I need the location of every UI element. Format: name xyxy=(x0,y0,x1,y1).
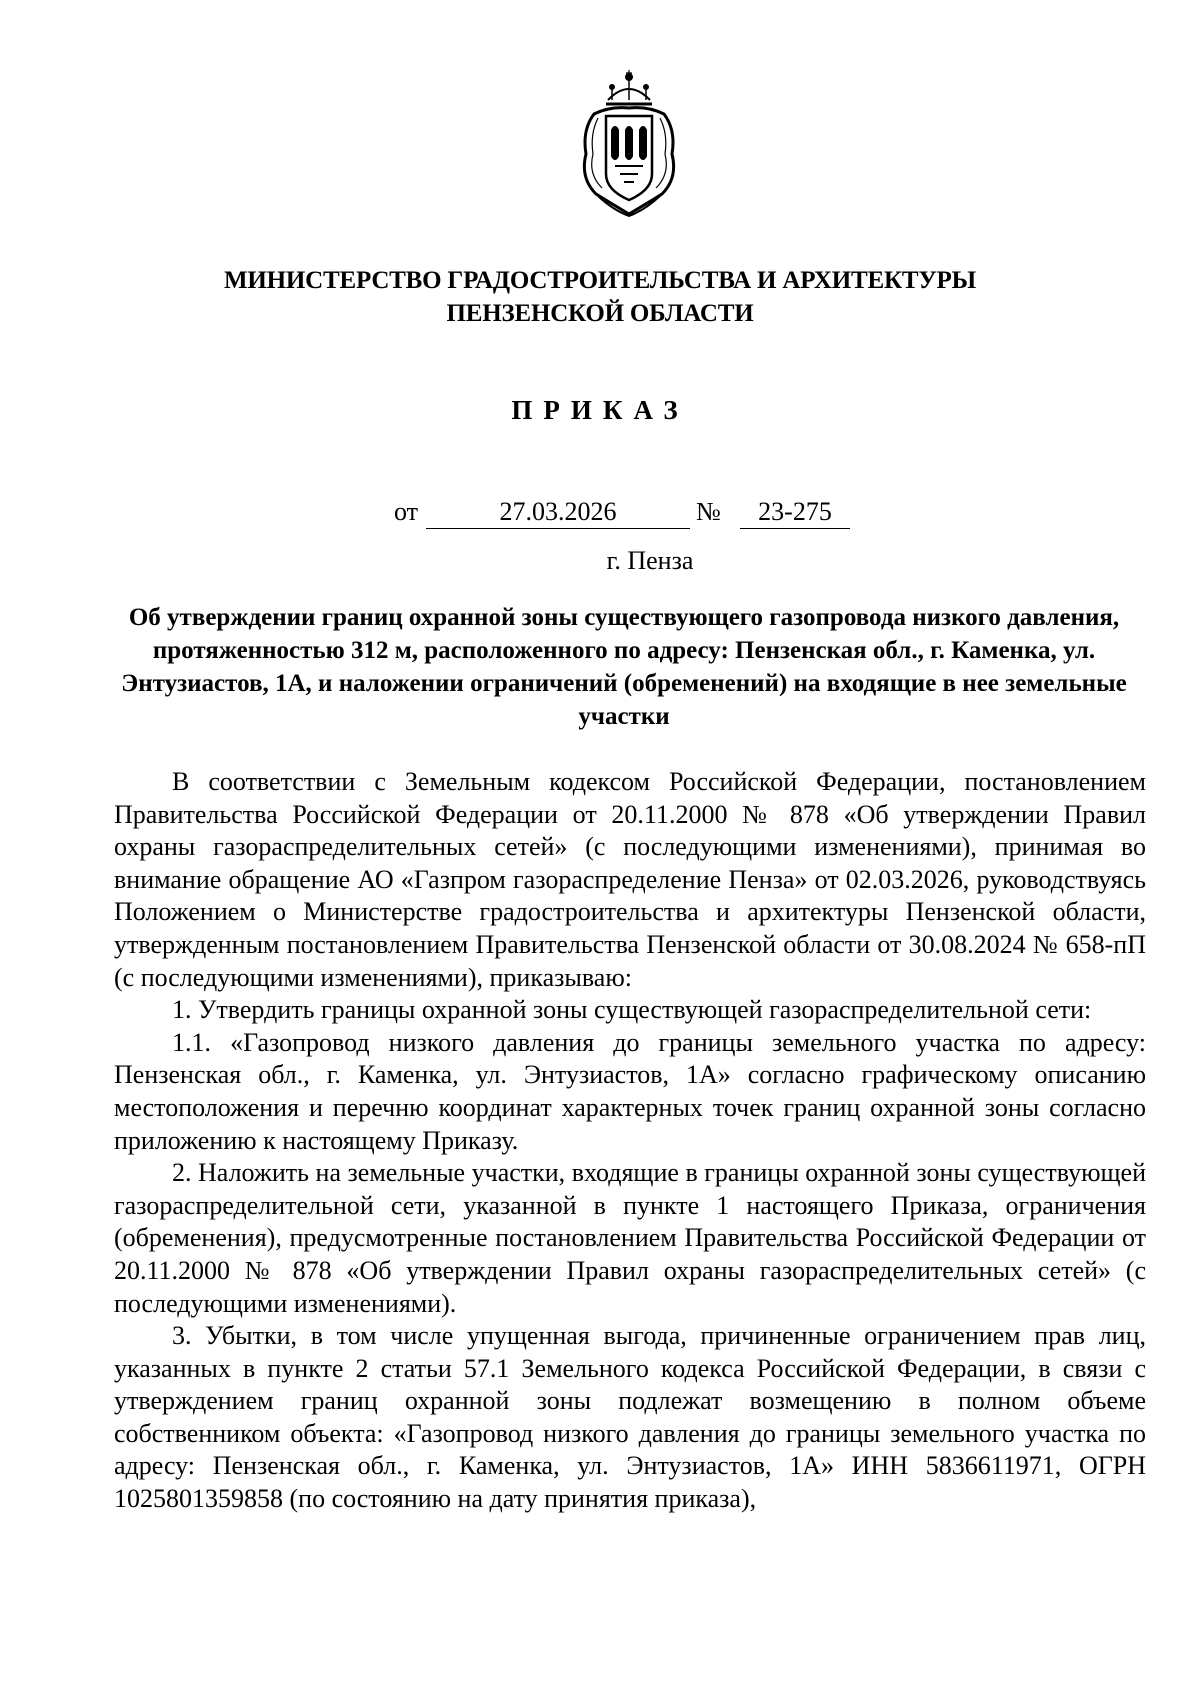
number-prefix: № xyxy=(696,497,721,526)
order-city: г. Пенза xyxy=(606,546,694,575)
order-subject: Об утверждении границ охранной зоны существующего газопровода низкого давления, протяженностью 312 м, расположенного по адресу: Пензенская обл., г. Каменка, ул. Энтузиастов, 1А, и наложении ограничений (обременений) на входящие в нее земельные участки xyxy=(121,604,1127,730)
ministry-name xyxy=(100,264,1100,330)
order-date: 27.03.2026 xyxy=(426,496,690,529)
body-item-1: 1. Утвердить границы охранной зоны существующей газораспределительной сети: xyxy=(172,995,1092,1025)
order-title: ПРИКАЗ xyxy=(511,395,689,425)
body-item-2: 2. Наложить на земельные участки, входящие в границы охранной зоны существующей газораспределительной сети, указанной в пункте 1 настоящего Приказа, ограничения (обременения), предусмотренные постановлением Правительства Российской Федерации от 20.11.2000 № 878 «Об утверждении Правил охраны газораспределительных сетей» (с последующими изменениями). xyxy=(114,1158,1146,1318)
penza-region-coat-of-arms-icon xyxy=(568,70,690,220)
body-item-1-1: 1.1. «Газопровод низкого давления до границы земельного участка по адресу: Пензенская обл., г. Каменка, ул. Энтузиастов, 1А» согласно графическому описанию местоположения и перечню координат характерных точек границ охранной зоны согласно приложению к настоящему Приказу. xyxy=(114,1027,1146,1155)
ministry-name-line-2: ПЕНЗЕНСКОЙ ОБЛАСТИ xyxy=(446,300,754,327)
date-prefix: от xyxy=(394,497,419,526)
order-number: 23-275 xyxy=(740,496,850,529)
body-intro-paragraph: В соответствии с Земельным кодексом Российской Федерации, постановлением Правительства Российской Федерации от 20.11.2000 № 878 «Об утверждении Правил охраны газораспределительных сетей» (с последующими изменениями), принимая во внимание обращение АО «Газпром газораспределение Пенза» от 02.03.2026, руководствуясь Положением о Министерстве градостроительства и архитектуры Пензенской области, утвержденным постановлением Правительства Пензенской области от 30.08.2024 № 658-пП (с последующими изменениями), приказываю: xyxy=(114,767,1146,992)
body-item-3: 3. Убытки, в том числе упущенная выгода, причиненные ограничением прав лиц, указанных в пункте 2 статьи 57.1 Земельного кодекса Российской Федерации, в связи с утверждением границ охранной зоны подлежат возмещению в полном объеме собственником объекта: «Газопровод низкого давления до границы земельного участка по адресу: Пензенская обл., г. Каменка, ул. Энтузиастов, 1А» ИНН 5836611971, ОГРН 1025801359858 (по состоянию на дату принятия приказа), xyxy=(114,1321,1146,1514)
ministry-name-line-1: МИНИСТЕРСТВО ГРАДОСТРОИТЕЛЬСТВА И АРХИТЕКТУРЫ xyxy=(224,267,976,294)
order-body xyxy=(114,766,1146,1516)
